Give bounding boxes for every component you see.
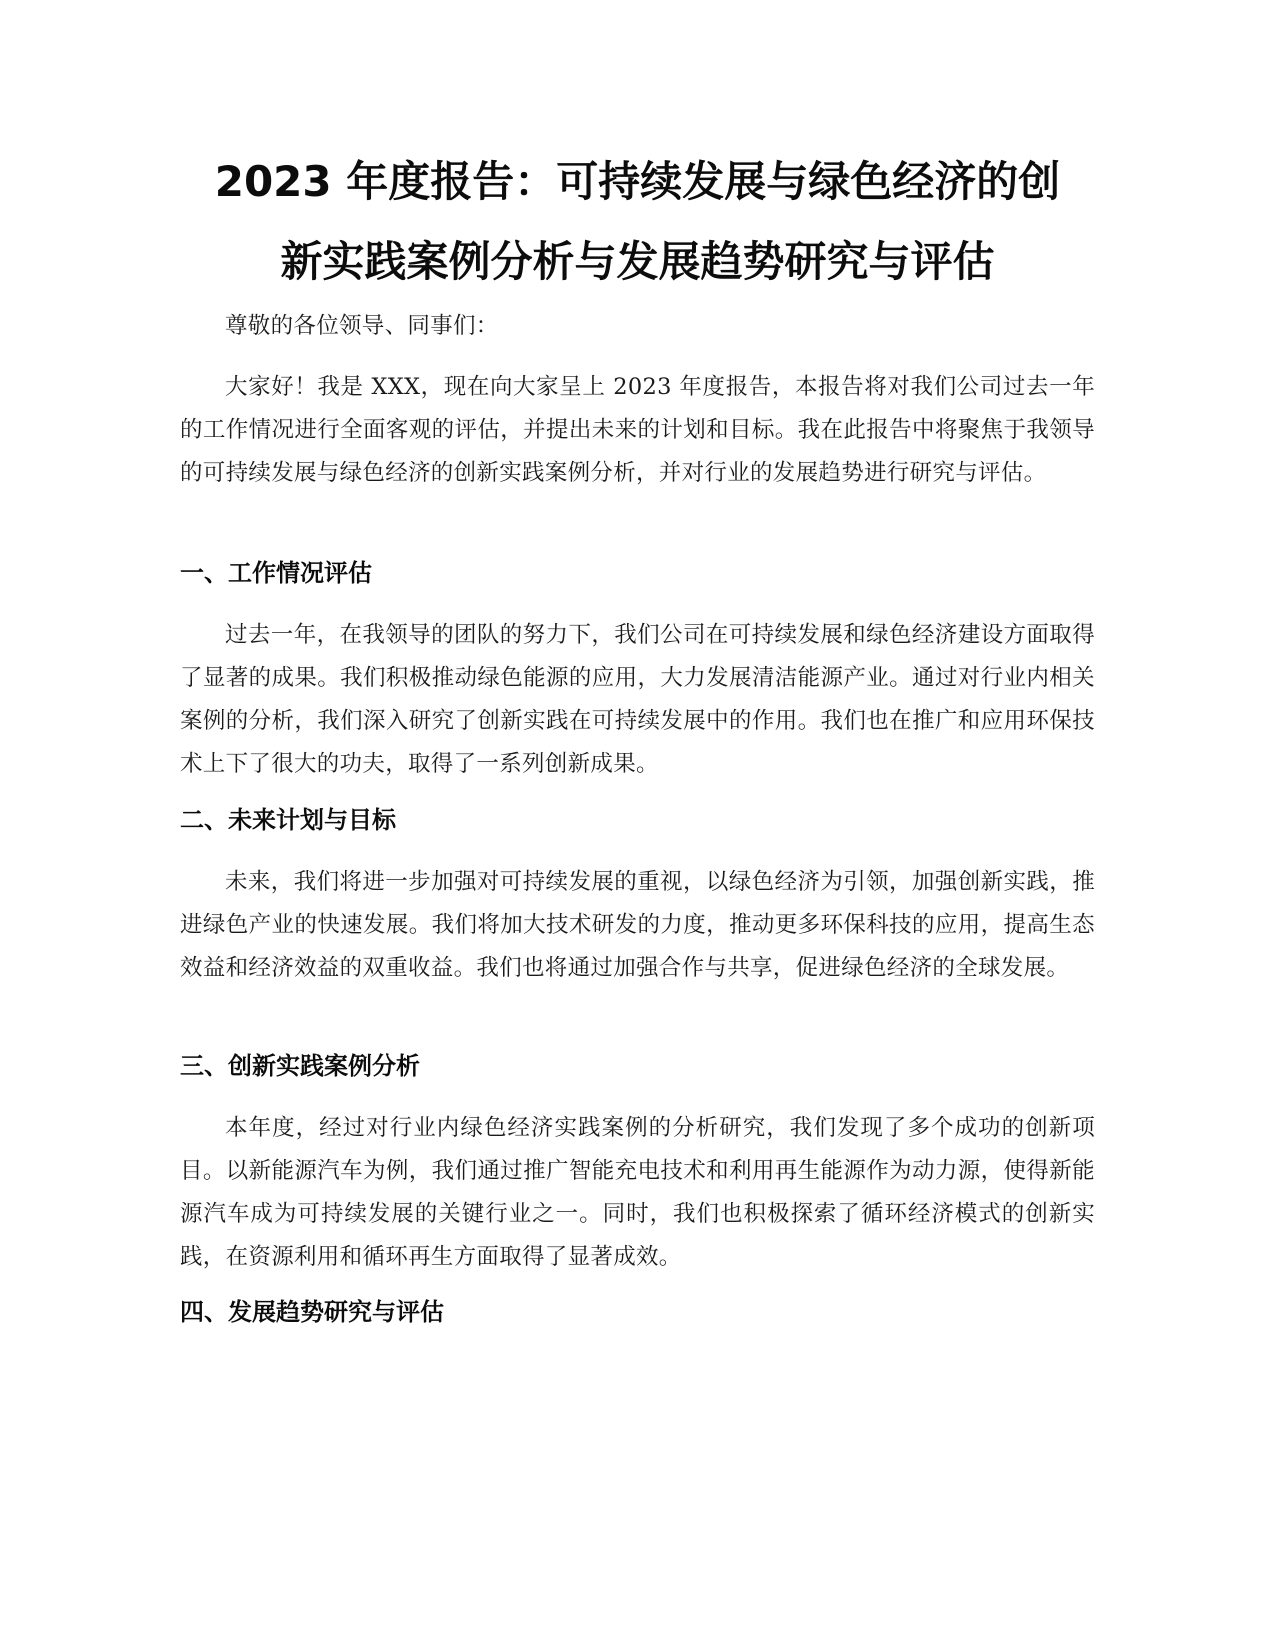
section-heading-2: 二、未来计划与目标 xyxy=(180,806,396,834)
document-page xyxy=(180,0,1095,1650)
intro-paragraph: 大家好！我是 XXX，现在向大家呈上 2023 年度报告，本报告将对我们公司过去一年的工作情况进行全面客观的评估，并提出未来的计划和目标。我在此报告中将聚焦于我领导的可持续发展与绿色经济的创新实践案例分析，并对行业的发展趋势进行研究与评估。 xyxy=(180,374,1095,486)
title-line-2: 新实践案例分析与发展趋势研究与评估 xyxy=(280,237,995,286)
section-heading-1: 一、工作情况评估 xyxy=(180,559,372,587)
title-line-1: 2023 年度报告：可持续发展与绿色经济的创 xyxy=(214,157,1061,206)
section-body-3: 本年度，经过对行业内绿色经济实践案例的分析研究，我们发现了多个成功的创新项目。以新能源汽车为例，我们通过推广智能充电技术和利用再生能源作为动力源，使得新能源汽车成为可持续发展的关键行业之一。同时，我们也积极探索了循环经济模式的创新实践，在资源利用和循环再生方面取得了显著成效。 xyxy=(180,1115,1095,1270)
salutation: 尊敬的各位领导、同事们： xyxy=(225,313,499,339)
section-body-2: 未来，我们将进一步加强对可持续发展的重视，以绿色经济为引领，加强创新实践，推进绿色产业的快速发展。我们将加大技术研发的力度，推动更多环保科技的应用，提高生态效益和经济效益的双重收益。我们也将通过加强合作与共享，促进绿色经济的全球发展。 xyxy=(180,869,1095,981)
section-heading-4: 四、发展趋势研究与评估 xyxy=(180,1298,444,1326)
section-body-1: 过去一年，在我领导的团队的努力下，我们公司在可持续发展和绿色经济建设方面取得了显著的成果。我们积极推动绿色能源的应用，大力发展清洁能源产业。通过对行业内相关案例的分析，我们深入研究了创新实践在可持续发展中的作用。我们也在推广和应用环保技术上下了很大的功夫，取得了一系列创新成果。 xyxy=(180,622,1095,777)
document-title xyxy=(180,142,1095,302)
section-heading-3: 三、创新实践案例分析 xyxy=(180,1052,420,1080)
